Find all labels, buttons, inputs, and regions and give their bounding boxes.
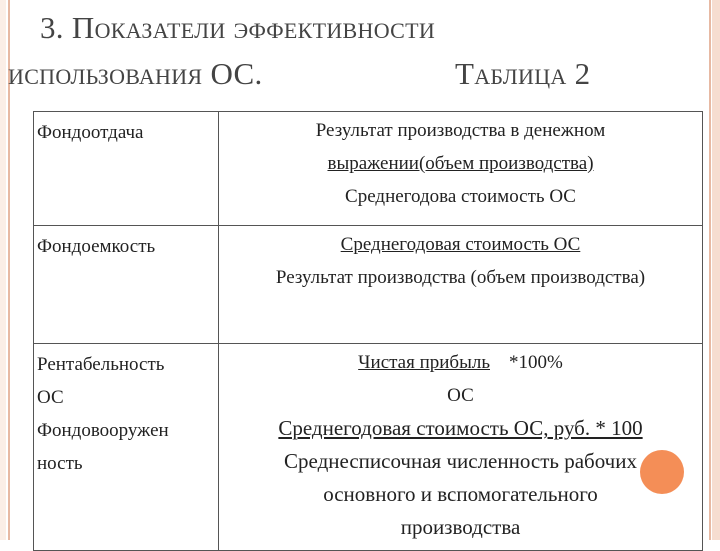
formula-denominator-line: производства xyxy=(400,515,521,539)
indicator-name: Фондоотдача xyxy=(37,122,144,143)
right-decor-stripe xyxy=(712,0,720,540)
indicator-name: Фондоемкость xyxy=(37,236,156,257)
pointer-indicator xyxy=(640,450,684,494)
formula-cell xyxy=(219,344,703,551)
indicator-name-cell xyxy=(34,112,219,226)
formula-denominator-line: Результат производства (объем производства) xyxy=(275,267,646,288)
formula-numerator-line: Результат производства в денежном xyxy=(315,120,606,141)
formula-numerator-line: Среднегодовая стоимость ОС, руб. * 100 xyxy=(278,416,643,440)
table-row xyxy=(34,344,703,551)
table-row xyxy=(34,112,703,226)
left-decor-stripe xyxy=(0,0,6,540)
table-row xyxy=(34,226,703,344)
indicator-name: ность xyxy=(37,453,83,474)
formula-denominator-line: ОС xyxy=(447,385,474,406)
formula-spacer xyxy=(490,352,509,373)
formula-numerator-line: Среднегодовая стоимость ОС xyxy=(340,234,581,255)
formula-cell xyxy=(219,226,703,344)
indicator-name: Рентабельность xyxy=(37,354,165,375)
formula-denominator-line: основного и вспомогательного xyxy=(323,482,598,506)
formula-denominator-line: Среднесписочная численность рабочих xyxy=(284,449,637,473)
indicator-name: ОС xyxy=(37,387,64,408)
formula-denominator-line: Среднегодова стоимость ОС xyxy=(345,186,576,207)
indicator-name-cell xyxy=(34,226,219,344)
formula-multiplier: *100% xyxy=(509,352,563,373)
formula-numerator-line: выражении(объем производства) xyxy=(327,153,594,174)
title-line-1: 3. Показатели эффективности xyxy=(40,10,436,45)
title-line-2: использования ОС. xyxy=(8,56,263,91)
indicator-name-cell xyxy=(34,344,219,551)
table-label: Таблица 2 xyxy=(455,56,591,91)
indicators-table xyxy=(33,111,703,551)
formula-numerator-text: Чистая прибыль xyxy=(358,352,490,373)
formula-numerator-line xyxy=(219,346,702,379)
formula-cell xyxy=(219,112,703,226)
indicator-name: Фондовооружен xyxy=(37,420,169,441)
